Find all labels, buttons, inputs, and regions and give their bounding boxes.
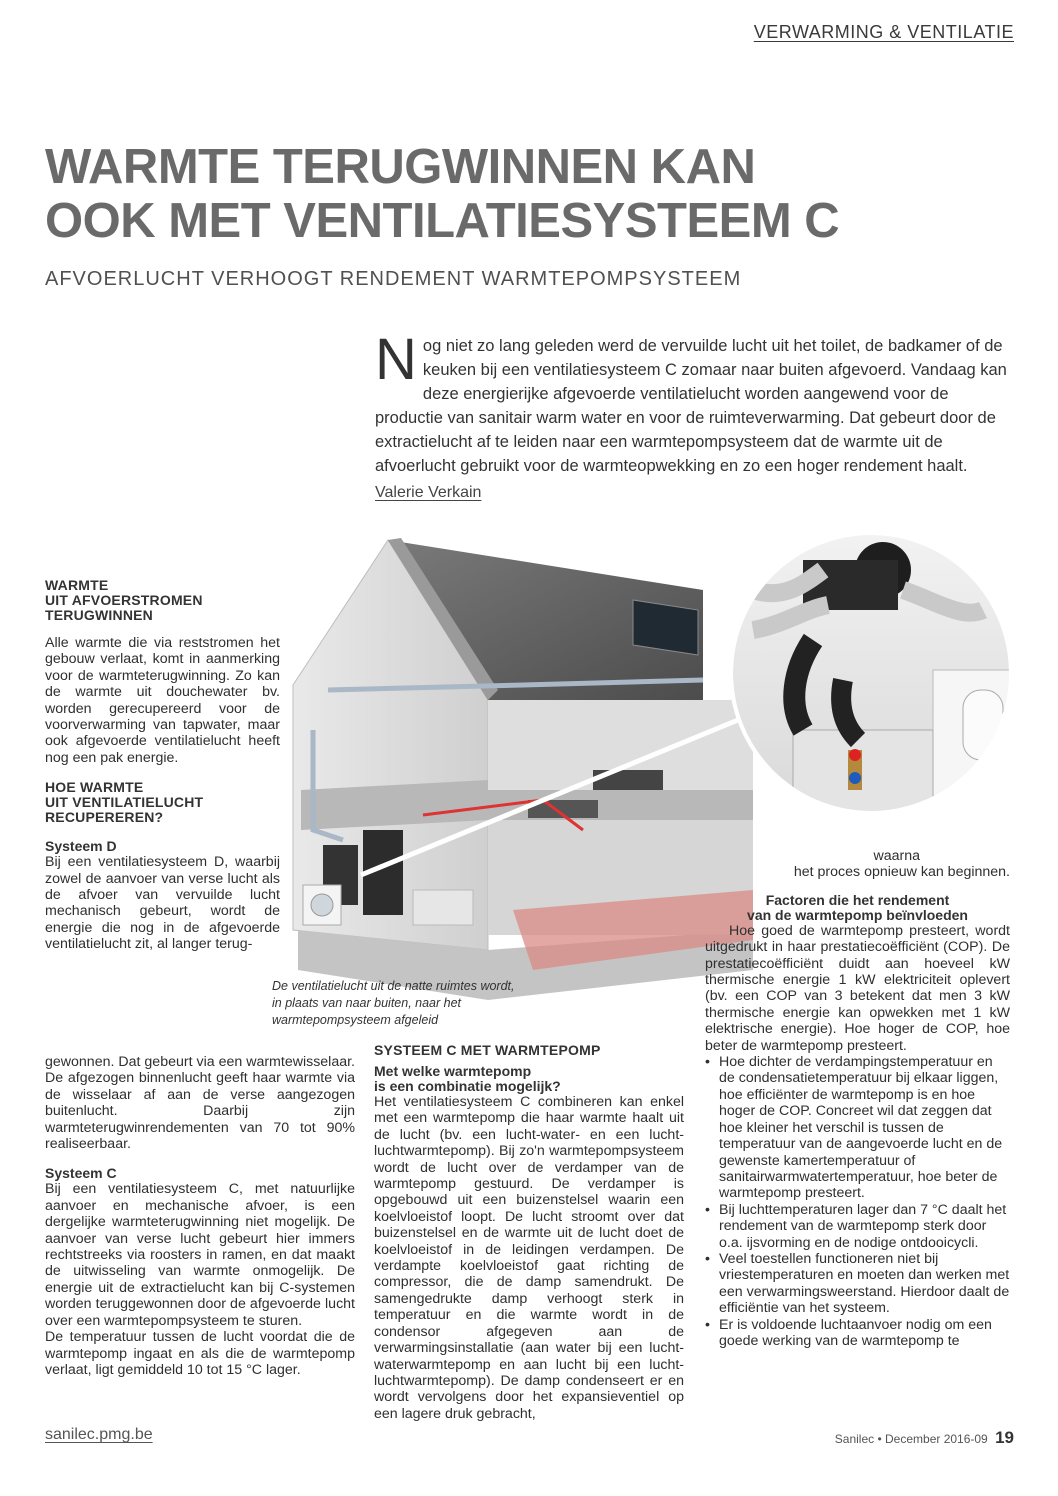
heading-line: HOE WARMTE: [45, 779, 144, 796]
column-3: [705, 848, 1010, 1349]
intro-text: og niet zo lang geleden werd de vervuilde lucht uit het toilet, de badkamer of de keuken bij een ventilatiesysteem C zomaar naar buiten afgevoerd. Vandaag kan deze energierijke afgevoerde ventilatielucht worden aangewend voor de productie van sanitair warm water en voor de ruimteverwarming. Dat gebeurt door de extractielucht af te leiden naar een warmtepompsysteem dat de warmte uit de afvoerlucht gebruikt voor de warmteopwekking en zo een hoger rendement haalt.: [375, 337, 1007, 475]
heading-line: WARMTE: [45, 577, 109, 593]
paragraph: De temperatuur tussen de lucht voordat die de warmtepomp ingaat en als die de warmtepomp verlaat, ligt gemiddeld 10 tot 15 °C lager.: [45, 1329, 355, 1378]
section-heading: [45, 578, 280, 623]
drop-cap: N: [375, 327, 417, 392]
column-1: [45, 578, 280, 953]
article-title: [45, 140, 945, 248]
heading-line: RECUPEREREN?: [45, 809, 164, 826]
subheading-line: is een combinatie mogelijk?: [374, 1078, 561, 1094]
author-byline: Valerie Verkain: [375, 484, 482, 501]
heading-line: UIT VENTILATIELUCHT: [45, 794, 204, 811]
figure-caption: De ventilatielucht uit de natte ruimtes wordt, in plaats van naar buiten, naar het warmtepompsysteem afgeleid: [272, 979, 515, 1027]
subheading: Systeem C: [45, 1165, 117, 1182]
subheading-line: Factoren die het rendement: [765, 891, 950, 908]
paragraph: gewonnen. Dat gebeurt via een warmtewisselaar. De afgezogen binnenlucht geeft haar warmte via de wisselaar af aan de verse aangezogen buitenlucht. Daarbij zijn warmteterugwinrendementen van 70 tot 90% realiseerbaar.: [45, 1054, 355, 1153]
paragraph: Alle warmte die via reststromen het gebouw verlaat, komt in aanmerking voor de warmteterugwinning. Zo kan de warmte uit douchewater bv. worden gerecupereerd voor de voorverwarming van tapwater, maar ook afgevoerde ventilatielucht heeft nog een pak energie.: [45, 635, 280, 766]
title-line: WARMTE TERUGWINNEN KAN: [45, 140, 756, 194]
section-heading: [45, 780, 280, 825]
heading-line: UIT AFVOERSTROMEN: [45, 592, 203, 608]
paragraph-line: waarna: [873, 848, 920, 864]
subheading: Systeem D: [45, 838, 117, 855]
heading-line: TERUGWINNEN: [45, 607, 153, 623]
subheading-line: Met welke warmtepomp: [374, 1063, 532, 1079]
intro-paragraph: [375, 327, 1015, 478]
paragraph-line: het proces opnieuw kan beginnen.: [793, 864, 1010, 881]
page-number: 19: [995, 1428, 1014, 1447]
solar-panel: [633, 600, 698, 655]
title-line: OOK MET VENTILATIESYSTEEM C: [45, 194, 840, 248]
issue-info: Sanilec • December 2016-09: [834, 1432, 988, 1446]
list-item: • Bij luchttemperaturen lager dan 7 °C daalt het rendement van de warmtepomp sterk door o.a. ijsvorming en de nodige ontdooicycli.: [705, 1202, 1010, 1251]
bullet-list: [705, 1054, 1010, 1349]
page-footer: [835, 1428, 1014, 1448]
list-item: • Er is voldoende luchtaanvoer nodig om een goede werking van de warmtepomp te: [705, 1317, 1010, 1350]
column-1-continued: [45, 1054, 355, 1378]
paragraph: Bij een ventilatiesysteem C, met natuurlijke aanvoer en mechanische afvoer, is een dergelijke warmteterugwinning niet mogelijk. De aanvoer van verse lucht gebeurt hier immers rechtstreeks via roosters in ramen, en dat maakt de uitwisseling van warmte onmogelijk. De energie uit de extractielucht kan bij C-systemen worden teruggewonnen door de afgevoerde lucht over een warmtepompsysteem te sturen.: [45, 1181, 355, 1329]
paragraph: Hoe goed de warmtepomp presteert, wordt uitgedrukt in haar prestatiecoëfficiënt (COP). De prestatiecoëfficiënt duidt aan hoeveel kW thermische energie 1 kW elektriciteit oplevert (bv. een COP van 3 betekent dat men 3 kW thermische energie kan opwekken met 1 kW elektrische energie). Hoe hoger de COP, hoe beter de warmtepomp presteert.: [705, 922, 1010, 1054]
section-heading: SYSTEEM C MET WARMTEPOMP: [374, 1042, 601, 1058]
subheading: [374, 1064, 684, 1094]
website-link[interactable]: sanilec.pmg.be: [45, 1426, 153, 1443]
subheading: [705, 893, 1010, 923]
list-item: • Hoe dichter de verdampingstemperatuur en de condensatietemperatuur bij elkaar liggen, hoe efficiënter de warmtepomp is en hoe hoger de COP. Concreet wil dat zeggen dat hoe kleiner het verschil is tussen de temperatuur van de aangevoerde lucht en de gewenste kamertemperatuur of sanitairwarmwatertemperatuur, hoe beter de warmtepomp presteert.: [705, 1054, 1010, 1202]
paragraph: Het ventilatiesysteem C combineren kan enkel met een warmtepomp die haar warmte haalt uit de lucht (bv. een lucht-water- en een lucht-luchtwarmtepomp). Bij zo'n warmtepompsysteem wordt de lucht over de verdamper van de warmtepomp gestuurd. De verdamper is opgebouwd uit een buizenstelsel waarin een koelvloeistof loopt. De lucht stroomt over dat buizenstelsel en de warmte uit de lucht doet de koelvloeistof in de leidingen verdampen. De verdampte koelvloeistof gaat richting de compressor, die de damp samendrukt. De samengedrukte damp verhoogt sterk in temperatuur en die warmte wordt in de condensor afgegeven aan de verwarmingsinstallatie (aan water bij een lucht-waterwarmtepomp en aan lucht bij een lucht-luchtwarmtepomp). De damp condenseert er en wordt vervolgens door het expansieventiel op een lagere druk gebracht,: [374, 1094, 684, 1422]
article-subtitle: AFVOERLUCHT VERHOOGT RENDEMENT WARMTEPOMPSYSTEEM: [45, 268, 742, 290]
paragraph: Bij een ventilatiesysteem D, waarbij zowel de aanvoer van verse lucht als de afvoer van vervuilde lucht mechanisch gebeurt, wordt de energie die nog in de afgevoerde ventilatielucht zit, al langer terug-: [45, 854, 280, 953]
column-2: [374, 1043, 684, 1422]
subheading-line: van de warmtepomp beïnvloeden: [747, 906, 968, 923]
section-tag: VERWARMING & VENTILATIE: [753, 22, 1014, 42]
list-item: • Veel toestellen functioneren niet bij vriestemperaturen en moeten dan werken met een verwarmingsweerstand. Hierdoor daalt de efficiëntie van het systeem.: [705, 1251, 1010, 1317]
